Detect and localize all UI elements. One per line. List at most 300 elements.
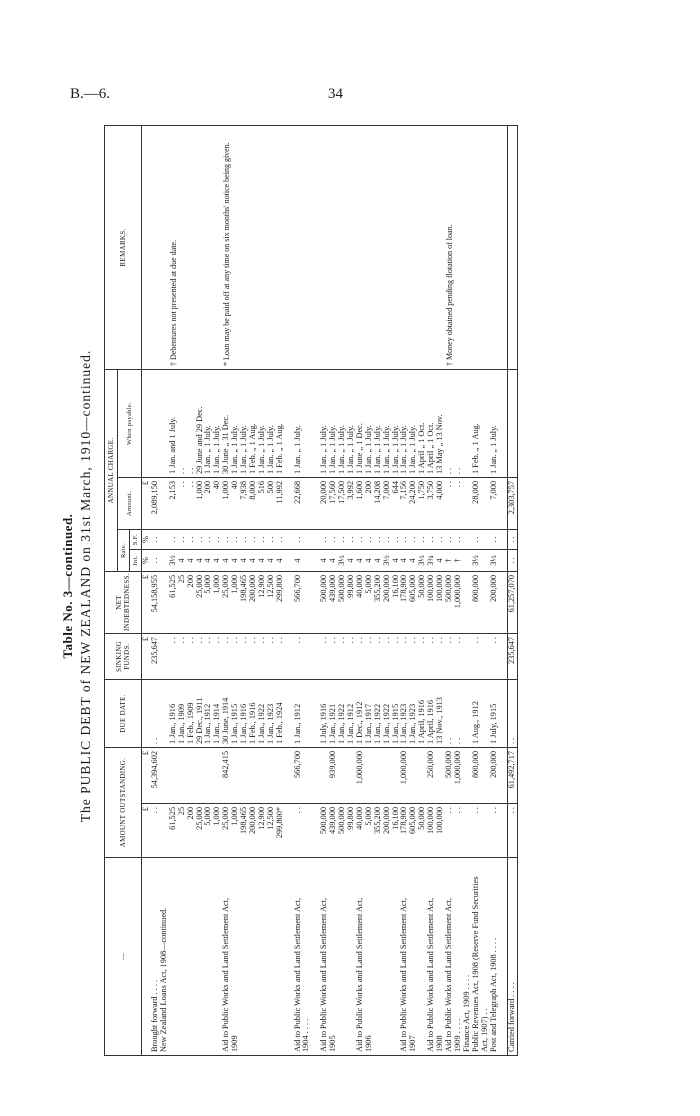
cell-amount-total [276, 748, 285, 804]
cell-annual-amount: 24,200 [409, 478, 418, 530]
cell-remarks: † Debentures not presented at due date. [169, 125, 178, 369]
page-number: 34 [328, 86, 343, 102]
cell-sf-rate: . . [436, 530, 445, 550]
cell-amount: . . [454, 804, 463, 858]
cell-amount: 5,000 [204, 804, 213, 858]
cell-amount: 200 [187, 804, 196, 858]
cell-annual-amount: . . [178, 478, 187, 530]
cell-description: 1908 [436, 858, 445, 1056]
cell-remarks [267, 125, 276, 369]
cell-when-payable: . . [178, 369, 187, 477]
cell-sf-rate: . . [169, 530, 178, 550]
cell-description: Finance Act, 1909 . . . . [463, 858, 472, 1056]
cell-amount: 1,000 [213, 804, 222, 858]
cell-remarks [320, 125, 329, 369]
cell-remarks [347, 125, 356, 369]
cell-net-indebtedness: 800,000 [472, 572, 481, 634]
cell-description [276, 858, 285, 1056]
cell-remarks [338, 125, 347, 369]
cell-sf-rate: % [142, 530, 151, 550]
cell-due-date: 1 Jan., 1912 [204, 680, 213, 748]
table-row-total [508, 125, 518, 1055]
header-annual-charge: ANNUAL CHARGE. [105, 369, 118, 571]
cell-sinking-fund: . . [338, 634, 347, 680]
cell-when-payable: 1 Jan. „ 1 July. [267, 369, 276, 477]
cell-net-indebtedness: 100,000 [436, 572, 445, 634]
cell-description: 1905 [329, 858, 338, 1056]
cell-remarks [204, 125, 213, 369]
cell-net-indebtedness: 16,100 [392, 572, 401, 634]
cell-remarks [213, 125, 222, 369]
cell-description: Act, 1907) . . [481, 858, 490, 1056]
cell-due-date: 1 Jan., 1912 [294, 680, 303, 748]
cell-due-date: . . [454, 680, 463, 748]
cell-when-payable: 1 Feb. „ 1 Aug. [249, 369, 258, 477]
cell-description [196, 858, 205, 1056]
cell-due-date: 1 Jan., 1915 [231, 680, 240, 748]
cell-amount-total [409, 748, 418, 804]
cell-when-payable [151, 369, 160, 477]
cell-amount-total [302, 748, 311, 804]
cell-remarks [418, 125, 427, 369]
cell-net-indebtedness: 566,700 [294, 572, 303, 634]
cell-when-payable: 1 June „ 1 Dec. [356, 369, 365, 477]
cell-amount: 178,900 [400, 804, 409, 858]
table-row [302, 125, 311, 1055]
cell-due-date: 30 June, 1914 [222, 680, 231, 748]
cell-sf-rate: . . [187, 530, 196, 550]
cell-annual-amount: 40 [213, 478, 222, 530]
cell-sinking-fund: . . [418, 634, 427, 680]
table-row [454, 125, 463, 1055]
cell-amount-total [178, 748, 187, 804]
cell-description [374, 858, 383, 1056]
cell-due-date: 1 Jan., 1917 [365, 680, 374, 748]
cell-annual-amount: 20,000 [320, 478, 329, 530]
cell-amount: 200,000 [249, 804, 258, 858]
cell-annual-amount: 7,156 [400, 478, 409, 530]
cell-when-payable [499, 369, 508, 477]
cell-description [204, 858, 213, 1056]
cell-amount-total: 939,000 [329, 748, 338, 804]
cell-sinking-fund: . . [231, 634, 240, 680]
cell-net-indebtedness: 5,000 [204, 572, 213, 634]
cell-due-date: 1 Dec., 1912 [356, 680, 365, 748]
cell-amount-total [196, 748, 205, 804]
cell-sf-rate: . . [151, 530, 160, 550]
cell-sinking-fund: . . [178, 634, 187, 680]
table-row [178, 125, 187, 1055]
cell-interest-rate: 3½ [490, 550, 499, 572]
cell-amount-total [267, 748, 276, 804]
cell-sf-rate: . . [276, 530, 285, 550]
header-annual-amount: Amount. [118, 478, 142, 530]
cell-due-date: 1 Feb., 1916 [249, 680, 258, 748]
cell-annual-amount: 200 [365, 478, 374, 530]
cell-annual-amount: 1,600 [356, 478, 365, 530]
cell-when-payable: 1 Jan. „ 1 July. [213, 369, 222, 477]
cell-annual-amount: 7,938 [240, 478, 249, 530]
cell-remarks [302, 125, 311, 369]
cell-sf-rate: . . [294, 530, 303, 550]
cell-amount: 1,000 [231, 804, 240, 858]
header-due-date: DUE DATE. [105, 680, 142, 748]
cell-annual-amount: 17,560 [329, 478, 338, 530]
cell-net-indebtedness: 500,000 [338, 572, 347, 634]
cell-sf-rate: . . [196, 530, 205, 550]
cell-sinking-fund: . . [276, 634, 285, 680]
cell-sf-rate: . . [240, 530, 249, 550]
cell-sinking-fund: . . [392, 634, 401, 680]
cell-interest-rate: . . [508, 550, 518, 572]
cell-sf-rate: . . [409, 530, 418, 550]
cell-when-payable: 1 Jan. „ 1 July. [347, 369, 356, 477]
cell-sf-rate: . . [267, 530, 276, 550]
cell-net-indebtedness: 40,000 [356, 572, 365, 634]
cell-due-date: 1 April, 1916 [427, 680, 436, 748]
cell-sinking-fund: . . [365, 634, 374, 680]
cell-when-payable: . . [454, 369, 463, 477]
cell-annual-amount: 2,153 [169, 478, 178, 530]
cell-when-payable [142, 369, 151, 477]
cell-net-indebtedness: 5,000 [365, 572, 374, 634]
cell-when-payable: 1 Jan. „ 1 July. [374, 369, 383, 477]
cell-amount-total: 200,000 [490, 748, 499, 804]
cell-sf-rate: . . [249, 530, 258, 550]
cell-annual-amount: . . [187, 478, 196, 530]
cell-sinking-fund: . . [196, 634, 205, 680]
cell-annual-amount: 2,303,757 [508, 478, 518, 530]
cell-sinking-fund: . . [267, 634, 276, 680]
cell-net-indebtedness: 50,000 [418, 572, 427, 634]
cell-when-payable: 1 Jan. „ 1 July. [400, 369, 409, 477]
cell-description: 1904 . . . . [302, 858, 311, 1056]
cell-sf-rate: . . [347, 530, 356, 550]
cell-interest-rate: 3½ [169, 550, 178, 572]
cell-interest-rate: 4 [222, 550, 231, 572]
cell-remarks [142, 125, 151, 369]
cell-remarks [160, 125, 169, 369]
cell-when-payable: 13 May „ 13 Nov. [436, 369, 445, 477]
cell-annual-amount: 8,000 [249, 478, 258, 530]
cell-due-date: 1 Jan., 1922 [383, 680, 392, 748]
header-net-indebtedness: NET INDEBTEDNESS. [105, 572, 142, 634]
cell-sf-rate: . . [320, 530, 329, 550]
cell-amount-total [160, 748, 169, 804]
cell-annual-amount: 1,750 [418, 478, 427, 530]
cell-interest-rate: 3½ [383, 550, 392, 572]
cell-amount-total: 1,000,000 [356, 748, 365, 804]
cell-sinking-fund: . . [427, 634, 436, 680]
cell-sinking-fund: . . [320, 634, 329, 680]
cell-description [169, 858, 178, 1056]
header-description: — [105, 858, 142, 1056]
cell-remarks: * Loan may be paid off at any time on six months' notice being given. [222, 125, 231, 369]
cell-interest-rate: . . [151, 550, 160, 572]
cell-sinking-fund: . . [249, 634, 258, 680]
cell-sf-rate: . . [472, 530, 481, 550]
cell-amount: 12,500 [267, 804, 276, 858]
cell-sinking-fund: . . [383, 634, 392, 680]
cell-interest-rate: 3¾ [427, 550, 436, 572]
cell-amount: 5,000 [365, 804, 374, 858]
cell-description [338, 858, 347, 1056]
cell-description [249, 858, 258, 1056]
cell-net-indebtedness: 500,000 [445, 572, 454, 634]
cell-amount-total [258, 748, 267, 804]
cell-description: Aid to Public Works and Land Settlement Act, [427, 858, 436, 1056]
cell-interest-rate: 4 [178, 550, 187, 572]
cell-description [383, 858, 392, 1056]
table-body [142, 125, 518, 1055]
cell-amount: . . [294, 804, 303, 858]
cell-amount: . . [445, 804, 454, 858]
cell-interest-rate: † [445, 550, 454, 572]
cell-amount: . . [151, 804, 160, 858]
table-row [472, 125, 481, 1055]
cell-amount-total: 500,000 [445, 748, 454, 804]
cell-sinking-fund: . . [329, 634, 338, 680]
cell-annual-amount: 644 [392, 478, 401, 530]
cell-net-indebtedness: 1,000,000 [454, 572, 463, 634]
cell-amount: . . [490, 804, 499, 858]
cell-amount-total: 54,394,602 [151, 748, 160, 804]
cell-amount: 50,000 [418, 804, 427, 858]
cell-sf-rate: . . [338, 530, 347, 550]
cell-description: Aid to Public Works and Land Settlement Act, [356, 858, 365, 1056]
cell-sinking-fund: . . [472, 634, 481, 680]
cell-net-indebtedness: £ [142, 572, 151, 634]
cell-net-indebtedness: 12,900 [258, 572, 267, 634]
cell-due-date: 1 Jan., 1922 [258, 680, 267, 748]
cell-remarks [329, 125, 338, 369]
cell-sf-rate: . . [356, 530, 365, 550]
cell-net-indebtedness: 355,200 [374, 572, 383, 634]
cell-amount: 61,525 [169, 804, 178, 858]
header-rate-interest: Int. [130, 550, 142, 572]
cell-remarks [285, 125, 294, 369]
cell-annual-amount: 14,208 [374, 478, 383, 530]
cell-annual-amount: 22,668 [294, 478, 303, 530]
cell-annual-amount: 2,089,150 [151, 478, 160, 530]
cell-sinking-fund: . . [445, 634, 454, 680]
cell-remarks [231, 125, 240, 369]
cell-remarks [409, 125, 418, 369]
cell-description: Aid to Public Works and Land Settlement Act, [222, 858, 231, 1056]
cell-annual-amount: 7,000 [490, 478, 499, 530]
cell-due-date: 1 Jan., 1922 [374, 680, 383, 748]
cell-net-indebtedness: 1,000 [213, 572, 222, 634]
cell-remarks [463, 125, 472, 369]
cell-amount: 25 [178, 804, 187, 858]
cell-sinking-fund: . . [454, 634, 463, 680]
cell-interest-rate: 4 [276, 550, 285, 572]
cell-description: Public Revenues Act, 1908 (Reserve Fund Securities [472, 858, 481, 1056]
cell-when-payable: 1 Jan. „ 1 July. [294, 369, 303, 477]
cell-annual-amount: 4,000 [436, 478, 445, 530]
cell-annual-amount: 516 [258, 478, 267, 530]
cell-remarks [436, 125, 445, 369]
cell-when-payable: 1 Jan. „ 1 July. [409, 369, 418, 477]
cell-amount-total [365, 748, 374, 804]
cell-amount-total [249, 748, 258, 804]
cell-amount: 40,000 [356, 804, 365, 858]
cell-annual-amount: 7,000 [383, 478, 392, 530]
cell-interest-rate: 4 [249, 550, 258, 572]
cell-when-payable: 1 Jan. „ 1 July. [240, 369, 249, 477]
cell-when-payable: 1 Feb. „ 1 Aug. [276, 369, 285, 477]
cell-net-indebtedness: 99,800 [347, 572, 356, 634]
table-row [169, 125, 178, 1055]
cell-amount: 200,000 [383, 804, 392, 858]
cell-remarks [311, 125, 320, 369]
cell-due-date: 1 Jan., 1912 [347, 680, 356, 748]
cell-remarks [400, 125, 409, 369]
cell-sinking-fund: £ [142, 634, 151, 680]
cell-amount: . . [508, 804, 518, 858]
cell-amount-total [204, 748, 213, 804]
cell-when-payable: 1 Jan. „ 1 July. [338, 369, 347, 477]
cell-description: 1909 . . . . [454, 858, 463, 1056]
cell-sf-rate: . . [213, 530, 222, 550]
cell-interest-rate: % [142, 550, 151, 572]
cell-when-payable: 1 Jan. „ 1 July. [231, 369, 240, 477]
cell-description: New Zealand Loans Act, 1908—continued. [160, 858, 169, 1056]
cell-amount: 16,100 [392, 804, 401, 858]
cell-interest-rate: 4 [356, 550, 365, 572]
cell-net-indebtedness: 200,000 [490, 572, 499, 634]
cell-annual-amount: 1,000 [222, 478, 231, 530]
cell-when-payable: . . [445, 369, 454, 477]
cell-sf-rate: . . [490, 530, 499, 550]
cell-net-indebtedness: 61,525 [169, 572, 178, 634]
header-remarks: REMARKS. [105, 125, 142, 369]
cell-annual-amount [302, 478, 311, 530]
cell-due-date: 1 Jan., 1923 [267, 680, 276, 748]
cell-amount: 99,800 [347, 804, 356, 858]
cell-when-payable: 1 Jan. „ 1 July. [329, 369, 338, 477]
cell-when-payable: 1 Jan. „ 1 July. [258, 369, 267, 477]
cell-interest-rate: 4 [213, 550, 222, 572]
table-caption: Table No. 3—continued. [60, 513, 75, 659]
table-title: The PUBLIC DEBT of NEW ZEALAND on 31st March, 1910—continued. [78, 349, 93, 823]
cell-amount-total [311, 748, 320, 804]
cell-due-date: 1 Jan., 1921 [329, 680, 338, 748]
cell-due-date: 1 Jan., 1916 [240, 680, 249, 748]
cell-interest-rate: 4 [320, 550, 329, 572]
cell-annual-amount: . . [454, 478, 463, 530]
cell-description: Aid to Public Works and Land Settlement Act, [294, 858, 303, 1056]
cell-remarks [249, 125, 258, 369]
cell-amount-total [338, 748, 347, 804]
cell-net-indebtedness: 198,465 [240, 572, 249, 634]
cell-due-date: . . [508, 680, 518, 748]
cell-interest-rate: 4 [204, 550, 213, 572]
cell-amount-total [240, 748, 249, 804]
cell-remarks [294, 125, 303, 369]
cell-due-date: 1 Jan., 1915 [392, 680, 401, 748]
cell-remarks [187, 125, 196, 369]
cell-net-indebtedness: 299,800 [276, 572, 285, 634]
rotated-table-region [60, 116, 670, 1056]
cell-amount: 25,000 [222, 804, 231, 858]
cell-remarks [374, 125, 383, 369]
cell-remarks [481, 125, 490, 369]
cell-annual-amount: 1,000 [196, 478, 205, 530]
cell-annual-amount: . . [445, 478, 454, 530]
cell-amount-total: 1,000,000 [454, 748, 463, 804]
cell-sinking-fund: . . [258, 634, 267, 680]
cell-net-indebtedness: 25 [178, 572, 187, 634]
cell-net-indebtedness: 605,000 [409, 572, 418, 634]
cell-annual-amount: 500 [267, 478, 276, 530]
table-row [490, 125, 499, 1055]
cell-description: Post and Telegraph Act, 1908 . . . . [490, 858, 499, 1056]
cell-interest-rate: 4 [196, 550, 205, 572]
cell-remarks [472, 125, 481, 369]
cell-amount: 100,000 [436, 804, 445, 858]
cell-sf-rate: . . [204, 530, 213, 550]
cell-sf-rate: . . [427, 530, 436, 550]
cell-annual-amount: 3,750 [427, 478, 436, 530]
cell-amount: £ [142, 804, 151, 858]
cell-net-indebtedness: 1,000 [231, 572, 240, 634]
cell-amount-total: 61,492,717 [508, 748, 518, 804]
cell-due-date: 1 April, 1916 [418, 680, 427, 748]
cell-due-date: 1 Jan., 1923 [400, 680, 409, 748]
cell-remarks [258, 125, 267, 369]
cell-when-payable: 1 April „ 1 Oct. [418, 369, 427, 477]
cell-when-payable: 1 Jan. „ 1 July. [392, 369, 401, 477]
cell-amount-total [374, 748, 383, 804]
cell-sf-rate: . . [365, 530, 374, 550]
cell-amount-total [383, 748, 392, 804]
cell-description: 1909 [231, 858, 240, 1056]
cell-description: 1907 [409, 858, 418, 1056]
header-rate: Rate. [118, 530, 130, 572]
cell-amount: 355,200 [374, 804, 383, 858]
cell-net-indebtedness: 439,000 [329, 572, 338, 634]
cell-net-indebtedness: 61,257,070 [508, 572, 518, 634]
header-sinking-funds: SINKING FUNDS. [105, 634, 142, 680]
cell-sinking-fund: . . [294, 634, 303, 680]
cell-interest-rate: 3½ [338, 550, 347, 572]
header-amount-outstanding: AMOUNT OUTSTANDING. [105, 748, 142, 858]
cell-annual-amount: 40 [231, 478, 240, 530]
cell-amount: 12,900 [258, 804, 267, 858]
cell-interest-rate: † [454, 550, 463, 572]
cell-remarks [151, 125, 160, 369]
cell-sf-rate: . . [258, 530, 267, 550]
cell-due-date: 1 July, 1916 [320, 680, 329, 748]
cell-when-payable: 1 Jan. „ 1 July. [490, 369, 499, 477]
cell-due-date: 1 Jan., 1923 [409, 680, 418, 748]
cell-amount-total: 1,000,000 [400, 748, 409, 804]
cell-sinking-fund: . . [400, 634, 409, 680]
cell-due-date: . . [445, 680, 454, 748]
cell-amount-total [169, 748, 178, 804]
cell-description [187, 858, 196, 1056]
cell-amount-total: 250,000 [427, 748, 436, 804]
cell-remarks [276, 125, 285, 369]
cell-sf-rate: . . [508, 530, 518, 550]
cell-due-date: 1 Jan., 1922 [338, 680, 347, 748]
cell-interest-rate [302, 550, 311, 572]
cell-remarks [383, 125, 392, 369]
cell-amount: 25,000 [196, 804, 205, 858]
cell-sinking-fund: 235,647 [508, 634, 518, 680]
cell-net-indebtedness: 200 [187, 572, 196, 634]
